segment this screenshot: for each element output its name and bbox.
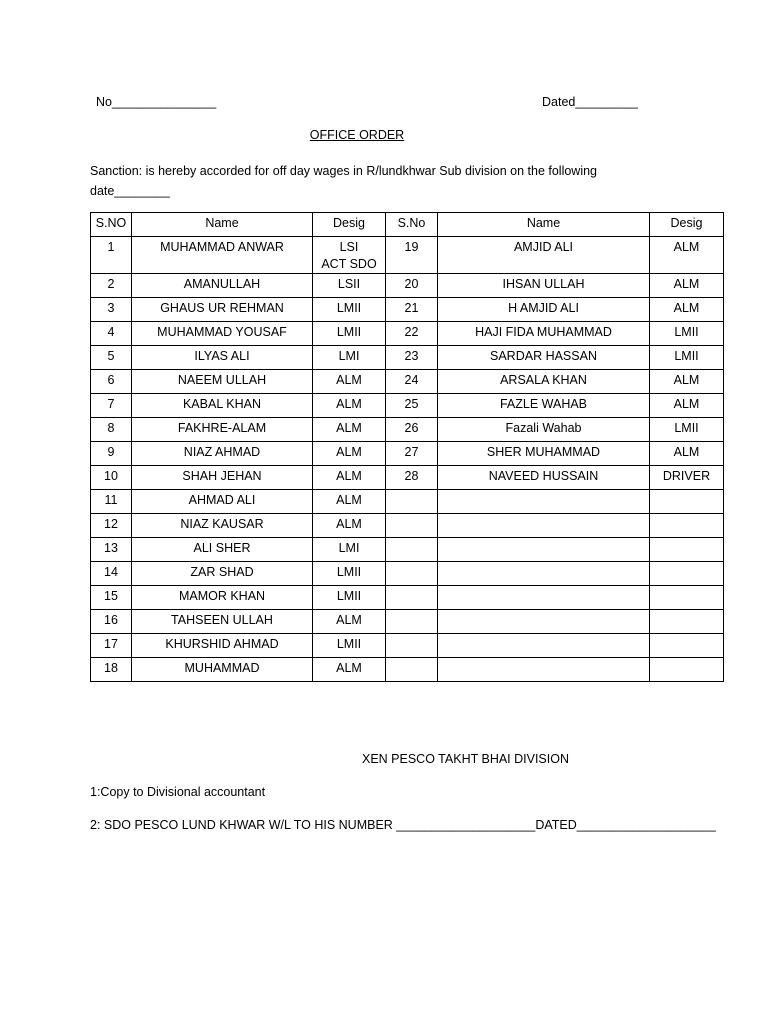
cell-sno: 7: [91, 394, 132, 418]
table-row: [91, 490, 724, 514]
cell-name: KABAL KHAN: [132, 394, 313, 418]
cell-sno: 16: [91, 610, 132, 634]
sanction-text: Sanction: is hereby accorded for off day wages in R/lundkhwar Sub division on the following date________: [90, 164, 598, 198]
cell-name-right: ARSALA KHAN: [438, 370, 650, 394]
cell-desig: LMI: [313, 538, 386, 562]
cell-desig-right: [650, 490, 724, 514]
cell-desig-right: [650, 610, 724, 634]
table-row: [91, 658, 724, 682]
cell-name: AMANULLAH: [132, 274, 313, 298]
cell-desig-right: [650, 658, 724, 682]
table-row: [91, 346, 724, 370]
order-date-field: Dated_________: [542, 95, 638, 109]
cell-name: FAKHRE-ALAM: [132, 418, 313, 442]
table-row: [91, 322, 724, 346]
cell-desig-right: ALM: [650, 298, 724, 322]
cell-name-right: [438, 490, 650, 514]
cell-name-right: [438, 610, 650, 634]
cell-name: GHAUS UR REHMAN: [132, 298, 313, 322]
cell-desig-right: [650, 586, 724, 610]
cell-sno: 17: [91, 634, 132, 658]
cell-desig-right: ALM: [650, 370, 724, 394]
copy-line-1: 1:Copy to Divisional accountant: [90, 785, 266, 799]
cell-desig: LSII: [313, 274, 386, 298]
cell-sno: 6: [91, 370, 132, 394]
cell-sno-right: 22: [386, 322, 438, 346]
desig-line-2: ACT SDO: [321, 257, 377, 271]
cell-sno-right: [386, 634, 438, 658]
cell-desig: ALM: [313, 370, 386, 394]
cell-sno: 15: [91, 586, 132, 610]
cell-name: NIAZ KAUSAR: [132, 514, 313, 538]
header-name-left: Name: [132, 213, 313, 237]
cell-name-right: [438, 634, 650, 658]
table-row: [91, 418, 724, 442]
cell-sno: 1: [91, 237, 132, 274]
cell-sno-right: 19: [386, 237, 438, 274]
cell-name: ALI SHER: [132, 538, 313, 562]
table-row: [91, 370, 724, 394]
header-desig-right: Desig: [650, 213, 724, 237]
cell-name-right: [438, 538, 650, 562]
cell-desig: LMII: [313, 298, 386, 322]
cell-name-right: HAJI FIDA MUHAMMAD: [438, 322, 650, 346]
cell-sno-right: 25: [386, 394, 438, 418]
cell-sno: 3: [91, 298, 132, 322]
cell-sno-right: 23: [386, 346, 438, 370]
cell-sno-right: 26: [386, 418, 438, 442]
table-row: [91, 298, 724, 322]
header-desig-left: Desig: [313, 213, 386, 237]
cell-name-right: SHER MUHAMMAD: [438, 442, 650, 466]
copy-line-2: 2: SDO PESCO LUND KHWAR W/L TO HIS NUMBER ____________________DATED____________________: [90, 818, 716, 832]
table-row: [91, 586, 724, 610]
cell-desig-right: [650, 562, 724, 586]
cell-sno-right: [386, 490, 438, 514]
cell-sno: 12: [91, 514, 132, 538]
cell-desig: LMII: [313, 634, 386, 658]
cell-name-right: AMJID ALI: [438, 237, 650, 274]
cell-name: SHAH JEHAN: [132, 466, 313, 490]
cell-desig-right: ALM: [650, 274, 724, 298]
cell-sno: 14: [91, 562, 132, 586]
cell-name: NAEEM ULLAH: [132, 370, 313, 394]
cell-name-right: [438, 514, 650, 538]
cell-sno: 10: [91, 466, 132, 490]
cell-sno-right: 24: [386, 370, 438, 394]
cell-name-right: H AMJID ALI: [438, 298, 650, 322]
cell-desig: [313, 237, 386, 274]
cell-desig-right: DRIVER: [650, 466, 724, 490]
cell-name: MUHAMMAD YOUSAF: [132, 322, 313, 346]
table-header-row: [91, 213, 724, 237]
cell-desig: ALM: [313, 418, 386, 442]
cell-desig: ALM: [313, 466, 386, 490]
cell-name: KHURSHID AHMAD: [132, 634, 313, 658]
table-row: [91, 514, 724, 538]
cell-name: MAMOR KHAN: [132, 586, 313, 610]
cell-sno: 4: [91, 322, 132, 346]
cell-name: AHMAD ALI: [132, 490, 313, 514]
cell-desig: ALM: [313, 610, 386, 634]
cell-name-right: [438, 658, 650, 682]
cell-desig-right: ALM: [650, 394, 724, 418]
cell-desig-right: ALM: [650, 442, 724, 466]
header-sno-left: S.NO: [91, 213, 132, 237]
table-row: [91, 538, 724, 562]
table-row: [91, 466, 724, 490]
table-row: [91, 394, 724, 418]
cell-sno: 11: [91, 490, 132, 514]
cell-name: ZAR SHAD: [132, 562, 313, 586]
cell-desig-right: ALM: [650, 237, 724, 274]
cell-sno-right: 21: [386, 298, 438, 322]
cell-desig-right: LMII: [650, 346, 724, 370]
cell-name: NIAZ AHMAD: [132, 442, 313, 466]
header-name-right: Name: [438, 213, 650, 237]
table-row: [91, 634, 724, 658]
cell-desig: LMII: [313, 586, 386, 610]
cell-sno: 9: [91, 442, 132, 466]
cell-sno-right: [386, 610, 438, 634]
cell-name-right: FAZLE WAHAB: [438, 394, 650, 418]
cell-sno: 13: [91, 538, 132, 562]
cell-desig: ALM: [313, 394, 386, 418]
signatory: XEN PESCO TAKHT BHAI DIVISION: [362, 752, 569, 766]
cell-desig-right: [650, 538, 724, 562]
cell-name-right: Fazali Wahab: [438, 418, 650, 442]
cell-desig-right: [650, 634, 724, 658]
cell-sno-right: 27: [386, 442, 438, 466]
cell-desig-right: LMII: [650, 322, 724, 346]
cell-name: MUHAMMAD: [132, 658, 313, 682]
table-row: [91, 562, 724, 586]
cell-sno: 18: [91, 658, 132, 682]
cell-name-right: SARDAR HASSAN: [438, 346, 650, 370]
cell-desig-right: LMII: [650, 418, 724, 442]
cell-sno: 8: [91, 418, 132, 442]
cell-desig: ALM: [313, 442, 386, 466]
desig-line-1: LSI: [339, 240, 359, 254]
cell-desig: LMII: [313, 322, 386, 346]
cell-sno-right: [386, 562, 438, 586]
cell-desig: LMII: [313, 562, 386, 586]
cell-sno: 2: [91, 274, 132, 298]
table-row: [91, 274, 724, 298]
cell-name-right: NAVEED HUSSAIN: [438, 466, 650, 490]
cell-desig-right: [650, 514, 724, 538]
cell-sno-right: [386, 658, 438, 682]
cell-desig: ALM: [313, 514, 386, 538]
cell-sno-right: [386, 514, 438, 538]
page-title: OFFICE ORDER: [309, 128, 405, 142]
cell-name-right: [438, 586, 650, 610]
cell-desig: ALM: [313, 658, 386, 682]
cell-name-right: IHSAN ULLAH: [438, 274, 650, 298]
cell-name: ILYAS ALI: [132, 346, 313, 370]
staff-table: [90, 212, 724, 682]
cell-desig: LMI: [313, 346, 386, 370]
cell-sno-right: [386, 586, 438, 610]
cell-sno-right: 20: [386, 274, 438, 298]
cell-sno-right: 28: [386, 466, 438, 490]
cell-sno-right: [386, 538, 438, 562]
cell-name: TAHSEEN ULLAH: [132, 610, 313, 634]
order-number-field: No_______________: [96, 95, 217, 109]
table-row: [91, 610, 724, 634]
header-sno-right: S.No: [386, 213, 438, 237]
cell-desig: ALM: [313, 490, 386, 514]
cell-sno: 5: [91, 346, 132, 370]
cell-name: MUHAMMAD ANWAR: [132, 237, 313, 274]
table-row: [91, 442, 724, 466]
cell-name-right: [438, 562, 650, 586]
table-row: [91, 237, 724, 274]
